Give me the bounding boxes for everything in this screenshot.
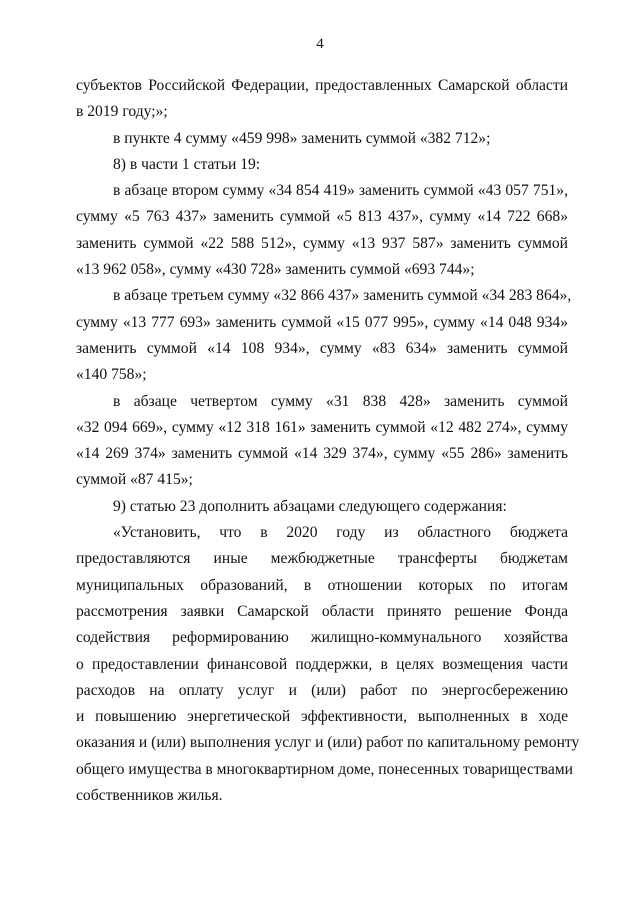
paragraph xyxy=(76,178,568,283)
text-line: общего имущества в многоквартирном доме, понесенных товариществами xyxy=(76,760,573,778)
text-line: субъектов Российской Федерации, предоставленных Самарской области xyxy=(76,77,568,94)
text-line: в пункте 4 сумму «459 998» заменить суммой «382 712»; xyxy=(113,129,491,147)
text-line: собственников жилья. xyxy=(76,787,223,805)
paragraph xyxy=(76,73,568,126)
text-line: и повышению энергетической эффективности, выполненных в ходе xyxy=(76,708,568,726)
text-line: в 2019 году;»; xyxy=(76,103,168,121)
text-line: оказания и (или) выполнения услуг и (или) работ по капитальному ремонту xyxy=(76,734,580,752)
paragraph xyxy=(76,520,580,809)
text-line: в абзаце третьем сумму «32 866 437» заменить суммой «34 283 864», xyxy=(113,287,572,305)
text-line: сумму «5 763 437» заменить суммой «5 813 437», сумму «14 722 668» xyxy=(76,208,568,226)
page-number: 4 xyxy=(316,36,324,52)
text-line: «14 269 374» заменить суммой «14 329 374», сумму «55 286» заменить xyxy=(76,445,568,463)
text-line: содействия реформированию жилищно-коммунального хозяйства xyxy=(76,629,568,647)
text-line: сумму «13 777 693» заменить суммой «15 077 995», сумму «14 048 934» xyxy=(76,313,568,331)
text-line: расходов на оплату услуг и (или) работ по энергосбережению xyxy=(76,681,568,699)
text-line: «140 758»; xyxy=(76,366,147,384)
paragraph xyxy=(76,494,568,520)
text-line: о предоставлении финансовой поддержки, в целях возмещения части xyxy=(76,655,568,673)
paragraph xyxy=(76,152,568,178)
text-line: суммой «87 415»; xyxy=(76,471,193,489)
text-line: заменить суммой «14 108 934», сумму «83 634» заменить суммой xyxy=(76,339,568,357)
paragraph xyxy=(76,283,572,388)
text-line: в абзаце четвертом сумму «31 838 428» заменить суммой xyxy=(113,392,568,410)
text-line: рассмотрения заявки Самарской области принято решение Фонда xyxy=(76,602,568,620)
text-line: «Установить, что в 2020 году из областного бюджета xyxy=(113,524,568,542)
text-line: в абзаце втором сумму «34 854 419» заменить суммой «43 057 751», xyxy=(113,182,568,200)
text-line: «32 094 669», сумму «12 318 161» заменить суммой «12 482 274», сумму xyxy=(76,418,568,436)
paragraph xyxy=(76,389,568,494)
paragraph xyxy=(76,126,568,152)
text-line: заменить суммой «22 588 512», сумму «13 937 587» заменить суммой xyxy=(76,234,568,252)
text-line: 9) статью 23 дополнить абзацами следующего содержания: xyxy=(113,497,507,515)
text-line: 8) в части 1 статьи 19: xyxy=(113,155,261,173)
text-line: «13 962 058», сумму «430 728» заменить суммой «693 744»; xyxy=(76,261,475,279)
document-body xyxy=(76,73,580,809)
text-line: муниципальных образований, в отношении которых по итогам xyxy=(76,576,568,594)
text-line: предоставляются иные межбюджетные трансферты бюджетам xyxy=(76,550,568,568)
